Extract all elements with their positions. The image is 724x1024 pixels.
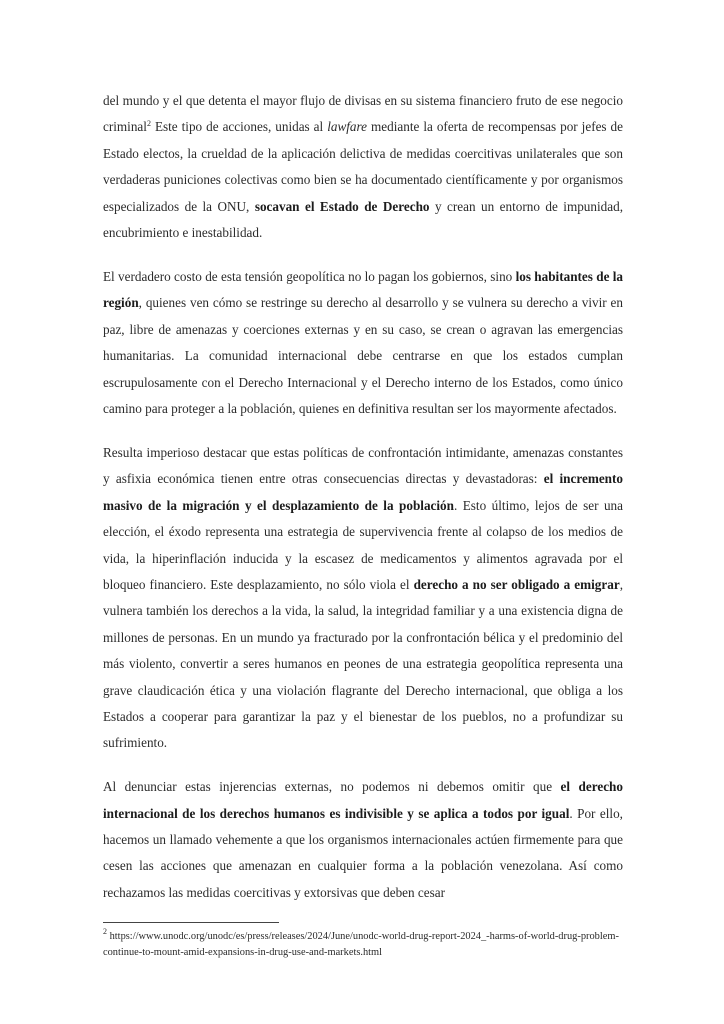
footnote-separator [103, 922, 279, 923]
text-run: del mundo y el que detenta el mayor flujo de divisas en su sistema financiero fruto de ese negocio criminal [103, 93, 623, 135]
text-run: Al denunciar estas injerencias externas, no podemos ni debemos omitir que [103, 779, 561, 795]
footnote-reference[interactable]: 2 [146, 119, 151, 129]
text-run: , vulnera también los derechos a la vida, la salud, la integridad familiar y a una existencia digna de millones de personas. En un mundo ya fracturado por la confrontación bélica y el predominio del más violento, convertir a seres humanos en peones de una estrategia geopolítica representa una grave claudicación ética y una violación flagrante del Derecho internacional, que obliga a los Estados a cooperar para garantizar la paz y el bienestar de los pueblos, no a profundizar su sufrimiento. [103, 576, 623, 751]
footnote-number: 2 [103, 927, 107, 936]
paragraph [103, 88, 623, 246]
text-run: . Esto último, lejos de ser una elección, el éxodo representa una estrategia de supervivencia frente al colapso de los medios de vida, la hiperinflación inducida y la escasez de medicamentos y alimentos agravada por el bloqueo financiero. Este desplazamiento, no sólo viola el [103, 497, 623, 592]
text-run: mediante la oferta de recompensas por jefes de Estado electos, la crueldad de la aplicación delictiva de medidas coercitivas unilaterales que son verdaderas puniciones colectivas como bien se ha documentado científicamente y por organismos especializados de la ONU, [103, 119, 624, 214]
bold-text: el incremento masivo de la migración y el desplazamiento de la población [103, 471, 623, 513]
text-run: Este tipo de acciones, unidas al [150, 119, 328, 135]
text-run: El verdadero costo de esta tensión geopolítica no lo pagan los gobiernos, sino [103, 268, 516, 284]
bold-text: socavan el Estado de Derecho [254, 198, 430, 214]
paragraph [103, 440, 623, 757]
footnote-url[interactable]: https://www.unodc.org/unodc/es/press/releases/2024/June/unodc-world-drug-report-2024_-harms-of-world-drug-problem-continue-to-mount-amid-expansions-in-drug-use-and-markets.html [103, 931, 619, 958]
bold-text: los habitantes de la región [103, 268, 623, 311]
paragraph [103, 264, 623, 422]
text-run: Resulta imperioso destacar que estas políticas de confrontación intimidante, amenazas constantes y asfixia económica tienen entre otras consecuencias directas y devastadoras: [103, 444, 623, 487]
text-run: y crean un entorno de impunidad, encubrimiento e inestabilidad. [103, 198, 623, 241]
text-run: . Por ello, hacemos un llamado vehemente a que los organismos internacionales actúen firmemente para que cesen las acciones que amenazan en cualquier forma a la población venezolana. Así como rechazamos las medidas coercitivas y extorsivas que deben cesar [103, 805, 623, 900]
italic-text: lawfare [327, 119, 368, 135]
body-text [103, 88, 623, 924]
paragraph [103, 774, 623, 906]
bold-text: derecho a no ser obligado a emigrar [413, 576, 620, 592]
text-run: , quienes ven cómo se restringe su derecho al desarrollo y se vulnera su derecho a vivir en paz, libre de amenazas y coerciones externas y en su caso, se crean o agravan las emergencias humanitarias. La comunidad internacional debe centrarse en que los estados cumplan escrupulosamente con el Derecho Internacional y el Derecho interno de los Estados, como único camino para proteger a la población, quienes en definitiva resultan ser los mayormente afectados. [103, 295, 623, 416]
bold-text: el derecho internacional de los derechos humanos es indivisible y se aplica a todos por igual [103, 779, 623, 821]
footnote [103, 929, 623, 961]
